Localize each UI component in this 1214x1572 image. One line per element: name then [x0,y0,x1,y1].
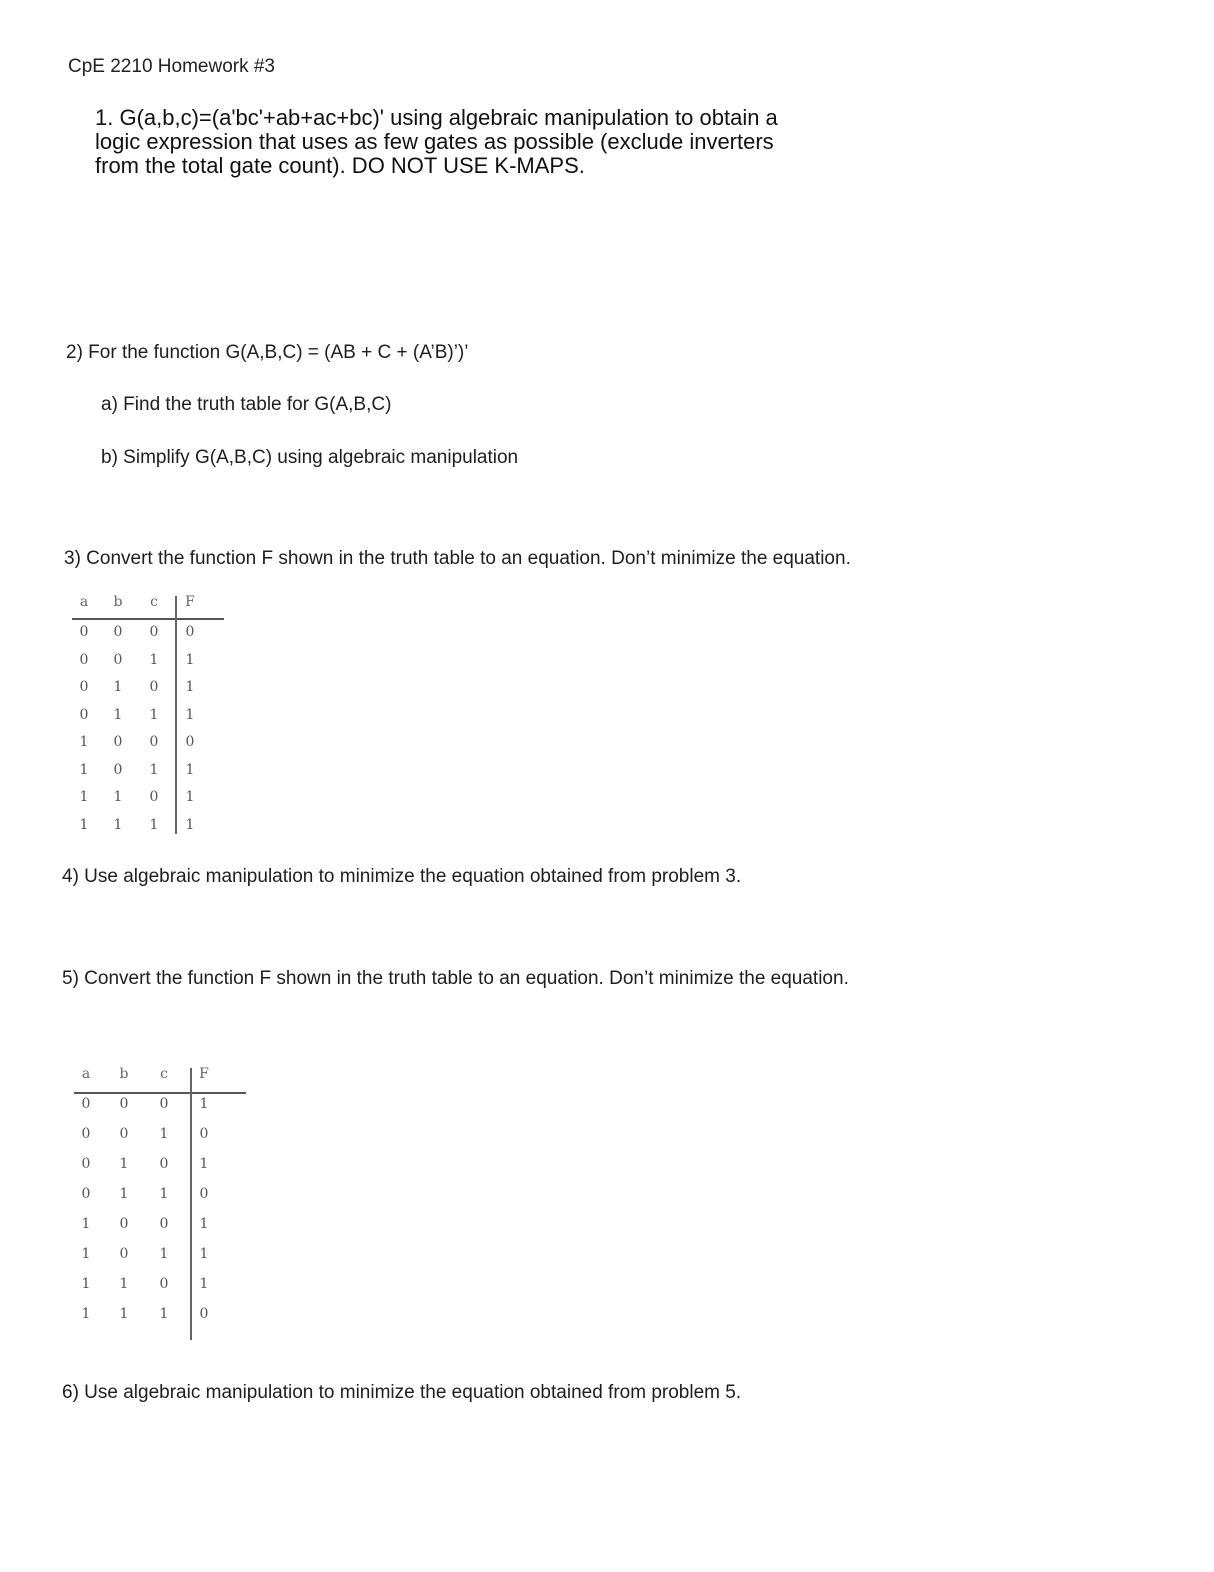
table-cell: 0 [149,734,159,750]
problem-1-line: from the total gate count). DO NOT USE K-MAPS. [95,153,585,178]
problem-1 [95,106,855,178]
problem-4: 4) Use algebraic manipulation to minimize the equation obtained from problem 3. [62,866,742,887]
table-cell: 1 [199,1096,209,1112]
table-cell: 1 [149,761,159,778]
table-cell: 0 [149,789,159,805]
table-header-c: c [150,594,158,610]
table-cell: 0 [159,1156,169,1172]
problem-2a: a) Find the truth table for G(A,B,C) [101,394,392,415]
table-cell: 0 [113,734,123,750]
problem-1-line: 1. G(a,b,c)=(a'bc'+ab+ac+bc)' using algebraic manipulation to obtain a [95,105,778,130]
table-cell: 0 [81,1186,91,1202]
table-header-rule [72,618,224,620]
table-header-c: c [160,1066,168,1082]
table-cell: 0 [119,1126,129,1142]
table-cell: 1 [159,1186,169,1202]
table-cell: 0 [81,1156,91,1172]
truth-table-problem-5 [74,1066,254,1338]
table-cell: 1 [81,1216,91,1232]
table-cell: 1 [79,761,89,778]
table-cell: 1 [81,1276,91,1292]
table-cell: 0 [159,1096,169,1112]
table-cell: 0 [119,1096,129,1112]
table-cell: 1 [185,679,195,695]
table-cell: 0 [119,1246,129,1262]
table-cell: 1 [149,706,159,723]
table-cell: 1 [149,651,159,668]
table-cell: 1 [119,1156,129,1172]
table-cell: 1 [185,789,195,805]
table-cell: 1 [159,1306,169,1322]
table-cell: 1 [185,761,195,778]
table-cell: 0 [199,1306,209,1322]
table-cell: 0 [159,1276,169,1292]
table-cell: 1 [113,816,123,833]
problem-3: 3) Convert the function F shown in the truth table to an equation. Don’t minimize the equation. [64,548,851,569]
table-cell: 1 [81,1306,91,1322]
table-cell: 0 [199,1186,209,1202]
table-cell: 1 [79,734,89,750]
truth-table-problem-3 [72,594,232,834]
table-header-a: a [79,594,89,610]
table-cell: 0 [185,734,195,750]
table-output-rule [190,1068,192,1340]
problem-1-line: logic expression that uses as few gates as possible (exclude inverters [95,129,774,154]
table-cell: 0 [113,624,123,640]
problem-2b: b) Simplify G(A,B,C) using algebraic manipulation [101,447,519,468]
homework-header: CpE 2210 Homework #3 [68,56,275,77]
table-header-b: b [119,1066,129,1082]
table-cell: 1 [185,706,195,723]
table-cell: 0 [79,624,89,640]
table-cell: 1 [159,1126,169,1142]
table-cell: 1 [199,1156,209,1172]
table-cell: 0 [149,679,159,695]
table-header-f: F [199,1066,209,1082]
table-cell: 1 [159,1246,169,1262]
table-cell: 1 [199,1276,209,1292]
table-cell: 0 [79,706,89,723]
table-cell: 0 [79,679,89,695]
table-cell: 1 [81,1246,91,1262]
table-cell: 1 [119,1306,129,1322]
table-header-b: b [113,594,123,610]
table-cell: 0 [81,1096,91,1112]
table-header-a: a [81,1066,91,1082]
table-cell: 1 [199,1216,209,1232]
table-cell: 1 [185,816,195,833]
table-header-f: F [185,594,195,610]
table-output-rule [175,596,177,834]
table-cell: 0 [79,651,89,668]
problem-6: 6) Use algebraic manipulation to minimize the equation obtained from problem 5. [62,1382,742,1403]
table-cell: 1 [199,1246,209,1262]
table-header-rule [74,1092,246,1094]
table-cell: 1 [113,679,123,695]
table-cell: 1 [119,1186,129,1202]
table-cell: 1 [113,706,123,723]
table-cell: 0 [149,624,159,640]
table-cell: 0 [119,1216,129,1232]
problem-2: 2) For the function G(A,B,C) = (AB + C + (A’B)’)’ [66,342,469,363]
table-cell: 0 [185,624,195,640]
table-cell: 1 [79,816,89,833]
table-cell: 1 [113,789,123,805]
table-cell: 1 [119,1276,129,1292]
table-cell: 0 [159,1216,169,1232]
table-cell: 0 [113,651,123,668]
table-cell: 0 [199,1126,209,1142]
table-cell: 0 [81,1126,91,1142]
table-cell: 0 [113,761,123,778]
problem-5: 5) Convert the function F shown in the truth table to an equation. Don’t minimize the equation. [62,968,849,989]
table-cell: 1 [185,651,195,668]
table-cell: 1 [79,789,89,805]
table-cell: 1 [149,816,159,833]
